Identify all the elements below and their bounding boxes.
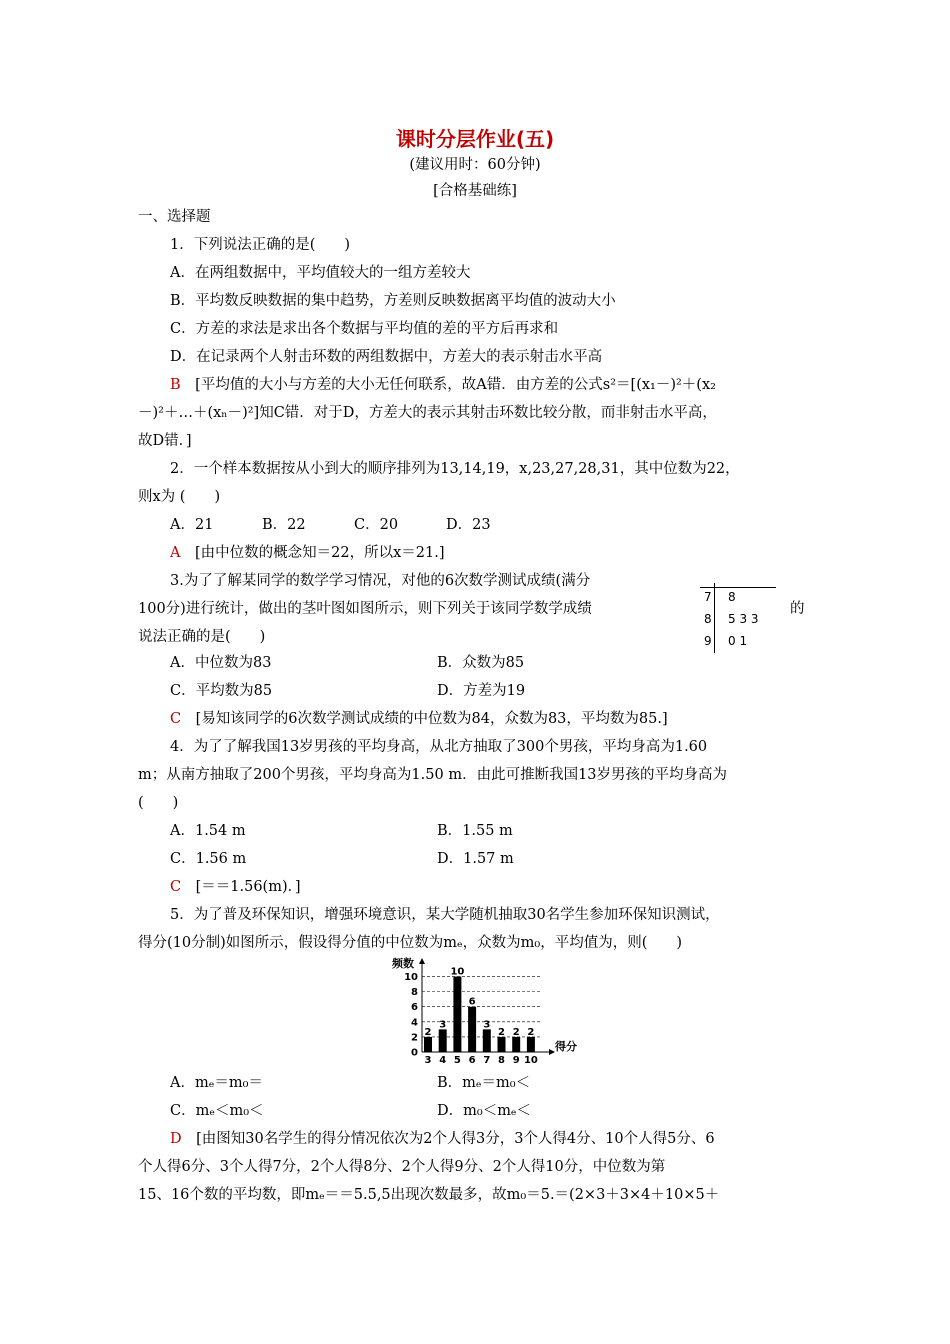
y-axis-label: 频数 — [392, 957, 414, 970]
q5-explanation-line2: 个人得6分、3个人得7分，2个人得8分、2个人得9分、2个人得10分，中位数为第 — [138, 1159, 666, 1175]
x-tick-label: 3 — [424, 1055, 432, 1066]
bar — [439, 1029, 447, 1052]
q1-option-a: A．在两组数据中，平均值较大的一组方差较大 — [170, 265, 471, 281]
q2-stem-line2: 则x为 ( ) — [138, 489, 221, 505]
score-frequency-chart — [390, 955, 590, 1070]
x-tick-label: 4 — [439, 1055, 447, 1066]
bar — [527, 1037, 535, 1052]
x-tick-label: 10 — [523, 1055, 538, 1066]
y-tick-label: 10 — [404, 972, 418, 984]
bar-value-label: 2 — [512, 1026, 520, 1038]
q4-option-c: C．1.56 m — [170, 851, 247, 867]
y-tick-label: 8 — [411, 987, 418, 999]
q2-option-d: D．23 — [446, 517, 491, 533]
stem-leaf-plot — [700, 583, 776, 653]
q2-option-c: C．20 — [354, 517, 399, 533]
bar-value-label: 2 — [424, 1026, 432, 1038]
bar — [512, 1037, 520, 1052]
y-tick-label: 2 — [411, 1032, 418, 1044]
q5-stem-line2: 得分(10分制)如图所示，假设得分值的中位数为mₑ，众数为m₀，平均值为，则( ) — [138, 935, 683, 951]
q4-option-b: B．1.55 m — [437, 823, 513, 839]
q1-option-c: C．方差的求法是求出各个数据与平均值的差的平方后再求和 — [170, 321, 559, 337]
q5-option-c: C．mₑ＜m₀＜ — [170, 1103, 264, 1119]
y-tick-label: 6 — [411, 1002, 418, 1014]
y-tick-label: 4 — [411, 1017, 418, 1029]
q1-explanation-line1: [平均值的大小与方差的大小无任何联系，故A错．由方差的公式s²＝[(x₁－)²＋(x₂ — [195, 377, 716, 393]
x-tick-label: 6 — [468, 1055, 476, 1066]
bar-value-label: 3 — [483, 1019, 491, 1031]
q1-explanation-line3: 故D错．] — [138, 433, 192, 449]
q5-explanation-line1: [由图知30名学生的得分情况依次为2个人得3分，3个人得4分、10个人得5分、6 — [196, 1131, 715, 1147]
y-tick-label: 0 — [411, 1047, 418, 1059]
level-label: [合格基础练] — [433, 183, 517, 199]
q3-option-b: B．众数为85 — [437, 655, 525, 671]
x-tick-label: 9 — [512, 1055, 520, 1066]
bar-value-label: 3 — [439, 1019, 447, 1031]
q2-explanation: [由中位数的概念知＝22，所以x＝21.] — [194, 545, 445, 561]
y-axis-arrow — [419, 958, 425, 964]
stem-leaf-row: 7 8 — [704, 590, 736, 604]
q4-stem-line3: ( ) — [138, 795, 179, 811]
q3-option-a: A．中位数为83 — [170, 655, 272, 671]
q2-answer-key: A — [170, 545, 181, 561]
bar — [424, 1037, 432, 1052]
bar — [498, 1037, 506, 1052]
x-tick-label: 5 — [453, 1055, 461, 1066]
q1-stem: 1．下列说法正确的是( ) — [170, 237, 351, 253]
q5-explanation-line3: 15、16个数的平均数，即mₑ＝＝5.5,5出现次数最多，故m₀＝5.＝(2×3＋3×4＋10×5＋ — [138, 1187, 720, 1203]
q4-answer-key: C — [170, 879, 182, 895]
q4-option-d: D．1.57 m — [437, 851, 514, 867]
bar — [483, 1029, 491, 1052]
bar-value-label: 2 — [498, 1026, 505, 1038]
bar-value-label: 10 — [450, 966, 465, 978]
q4-stem-line2: m；从南方抽取了200个男孩，平均身高为1.50 m．由此可推断我国13岁男孩的平均身高为 — [138, 767, 728, 783]
stem-leaf-row: 8 5 3 3 — [704, 612, 759, 626]
q5-stem-line1: 5．为了普及环保知识，增强环境意识，某大学随机抽取30名学生参加环保知识测试， — [170, 907, 720, 923]
q3-stem-line3: 说法正确的是( ) — [138, 629, 266, 645]
q4-explanation: [＝＝1.56(m)．] — [195, 879, 301, 895]
x-tick-label: 8 — [498, 1055, 505, 1066]
page-title: 课时分层作业(五) — [395, 127, 555, 151]
q2-option-b: B．22 — [262, 517, 306, 533]
x-axis-label: 得分 — [555, 1040, 577, 1053]
bar-value-label: 6 — [468, 996, 476, 1008]
stem-leaf-divider — [714, 583, 715, 653]
q3-stem-line2-tail: 的 — [790, 601, 805, 617]
q3-stem-line2: 100分)进行统计，做出的茎叶图如图所示，则下列关于该同学数学成绩 — [138, 601, 592, 617]
q1-option-b: B．平均数反映数据的集中趋势，方差则反映数据离平均值的波动大小 — [170, 293, 616, 309]
q3-answer-key: C — [170, 711, 182, 727]
suggested-time: (建议用时：60分钟) — [409, 157, 541, 173]
q2-option-a: A．21 — [170, 517, 214, 533]
section-heading: 一、选择题 — [138, 209, 211, 225]
x-tick-label: 7 — [483, 1055, 491, 1066]
q4-stem-line1: 4．为了了解我国13岁男孩的平均身高，从北方抽取了300个男孩，平均身高为1.60 — [170, 739, 708, 755]
q3-option-d: D．方差为19 — [437, 683, 526, 699]
bar-value-label: 2 — [527, 1026, 535, 1038]
q2-stem-line1: 2．一个样本数据按从小到大的顺序排列为13,14,19，x,23,27,28,31，其中位数为22， — [170, 461, 740, 477]
q3-option-c: C．平均数为85 — [170, 683, 273, 699]
q5-option-d: D．m₀＜mₑ＜ — [437, 1103, 532, 1119]
q3-stem-line1: 3.为了了解某同学的数学学习情况，对他的6次数学测试成绩(满分 — [170, 573, 591, 589]
q1-option-d: D．在记录两个人射击环数的两组数据中，方差大的表示射击水平高 — [170, 349, 603, 365]
bar — [468, 1007, 476, 1052]
q3-explanation: [易知该同学的6次数学测试成绩的中位数为84，众数为83，平均数为85.] — [195, 711, 668, 727]
bar — [453, 977, 461, 1052]
q1-answer-key: B — [170, 377, 181, 393]
q1-explanation-line2: －)²＋…＋(xₙ－)²]知C错．对于D，方差大的表示其射击环数比较分散，而非射击水平高， — [138, 405, 717, 421]
q4-option-a: A．1.54 m — [170, 823, 246, 839]
stem-leaf-row: 9 0 1 — [704, 634, 748, 648]
q5-option-a: A．mₑ＝m₀＝ — [170, 1075, 263, 1091]
q5-option-b: B．mₑ＝m₀＜ — [437, 1075, 531, 1091]
q5-answer-key: D — [170, 1131, 182, 1147]
